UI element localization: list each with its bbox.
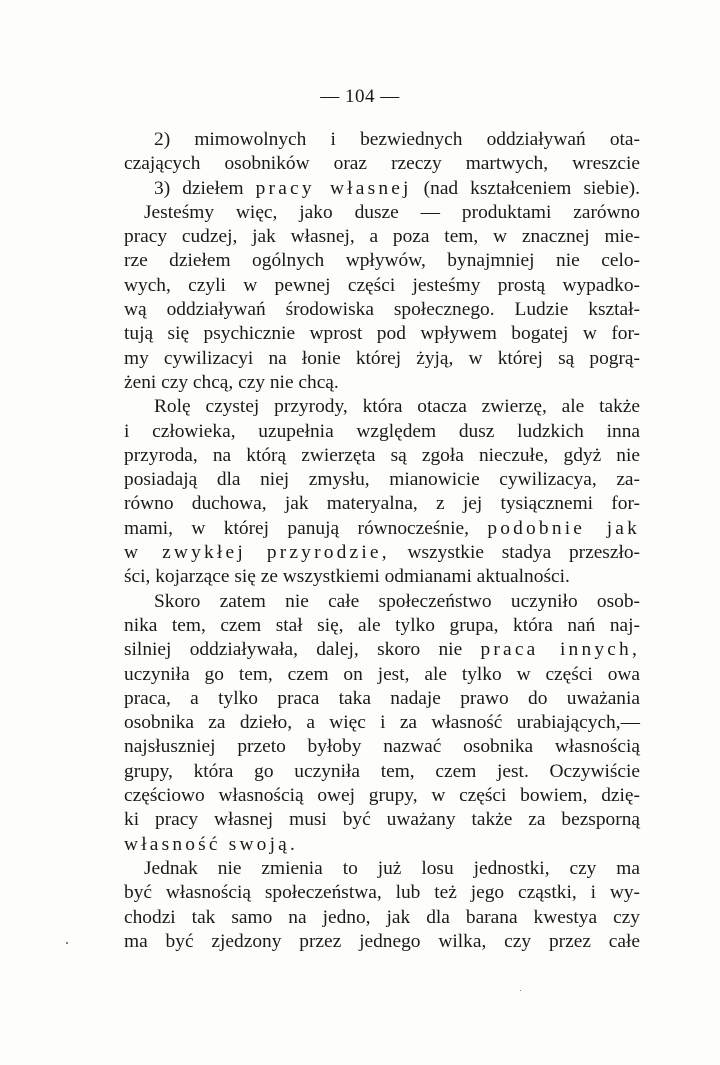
text-line <box>124 735 640 759</box>
text-line <box>124 687 640 711</box>
text-segment: rze dziełem ogólnych wpływów, bynajmniej nie celo- <box>124 250 640 272</box>
text-line <box>124 638 640 662</box>
text-segment: wych, czyli w pewnej części jesteśmy prostą wypadko- <box>124 274 640 296</box>
spaced-emphasis: własność swoją. <box>124 833 299 855</box>
text-segment: silniej oddziaływała, dalej, skoro nie <box>124 639 481 661</box>
text-line <box>124 444 640 468</box>
text-segment: mami, w której panują równocześnie, <box>124 517 488 539</box>
text-segment: my cywilizacyi na łonie której żyją, w której są pogrą- <box>124 347 640 369</box>
text-line <box>124 201 640 225</box>
text-segment: pracy cudzej, jak własnej, a poza tem, w znacznej mie- <box>124 226 640 248</box>
body-text <box>124 128 640 954</box>
text-segment: ści, kojarzące się ze wszystkiemi odmianami aktualności. <box>124 566 570 588</box>
text-segment: tują się psychicznie wprost pod wpływem bogatej w for- <box>124 323 640 345</box>
spaced-emphasis: podobnie jak <box>487 517 640 539</box>
text-segment: chodzi tak samo na jedno, jak dla barana kwestya czy <box>124 906 640 928</box>
text-line <box>124 322 640 346</box>
text-segment: 2) mimowolnych i bezwiednych oddziaływań ota- <box>154 129 640 150</box>
text-segment: Skoro zatem nie całe społeczeństwo uczyniło osob- <box>154 590 640 612</box>
text-line <box>124 541 640 565</box>
text-line <box>124 225 640 249</box>
dust-speck <box>66 942 68 944</box>
text-line <box>124 881 640 905</box>
text-line <box>124 177 640 201</box>
text-line <box>124 347 640 371</box>
text-segment: Jednak nie zmienia to już losu jednostki, czy ma <box>144 857 640 879</box>
text-line <box>124 249 640 273</box>
page-number: — 104 — <box>320 86 400 107</box>
text-line <box>124 906 640 930</box>
text-line <box>124 711 640 735</box>
text-line <box>124 517 640 541</box>
text-line <box>124 784 640 808</box>
spaced-emphasis: pracy własnej <box>255 177 412 199</box>
text-line <box>124 590 640 614</box>
text-line <box>124 468 640 492</box>
text-line <box>124 808 640 832</box>
text-segment: żeni czy chcą, czy nie chcą. <box>124 371 339 393</box>
text-segment: czających osobników oraz rzeczy martwych, wreszcie <box>124 153 640 175</box>
text-line <box>124 371 640 395</box>
text-line <box>124 128 640 152</box>
text-segment: wą oddziaływań środowiska społecznego. Ludzie kształ- <box>124 299 640 321</box>
text-segment: być własnością społeczeństwa, lub też jego cząstki, i wy- <box>124 882 640 904</box>
text-segment: częściowo własnością owej grupy, w części bowiem, dzię- <box>124 785 640 807</box>
text-segment: osobnika za dzieło, a więc i za własność urabiających,— <box>124 712 640 734</box>
text-segment: najsłuszniej przeto byłoby nazwać osobnika własnością <box>124 736 640 758</box>
text-segment: (nad kształceniem siebie). <box>411 177 640 199</box>
text-segment: uczyniła go tem, czem on jest, ale tylko w części owa <box>124 663 640 685</box>
dust-speck <box>520 990 521 991</box>
text-segment: ki pracy własnej musi być uważany także za bezsporną <box>124 809 640 831</box>
text-line <box>124 930 640 954</box>
text-line <box>124 298 640 322</box>
text-segment: nika tem, czem stał się, ale tylko grupa, która nań naj- <box>124 614 640 636</box>
text-line <box>124 857 640 881</box>
text-segment: 3) dziełem <box>154 177 256 199</box>
text-line <box>124 833 640 857</box>
text-line <box>124 395 640 419</box>
text-segment: grupy, która go uczyniła tem, czem jest. Oczywiście <box>124 760 640 782</box>
text-line <box>124 274 640 298</box>
text-segment: posiadają dla niej zmysłu, mianowicie cywilizacya, za- <box>124 469 640 491</box>
text-segment: Rolę czystej przyrody, która otacza zwierzę, ale także <box>154 396 640 418</box>
text-line <box>124 492 640 516</box>
text-line <box>124 565 640 589</box>
text-segment: ma być zjedzony przez jednego wilka, czy przez całe <box>124 930 640 952</box>
text-segment: wszystkie stadya przeszło- <box>389 542 640 564</box>
text-line <box>124 663 640 687</box>
text-segment: przyroda, na którą zwierzęta są zgoła nieczułe, gdyż nie <box>124 444 640 466</box>
text-segment: i człowieka, uzupełnia względem dusz ludzkich inna <box>124 420 640 442</box>
text-segment: Jesteśmy więc, jako dusze — produktami zarówno <box>144 201 640 223</box>
spaced-emphasis: w zwykłej przyrodzie, <box>124 542 390 564</box>
spaced-emphasis: praca innych, <box>480 639 640 661</box>
text-segment: praca, a tylko praca taka nadaje prawo do uważania <box>124 687 640 709</box>
text-segment: równo duchowa, jak materyalna, z jej tysiącznemi for- <box>124 493 640 515</box>
text-line <box>124 614 640 638</box>
text-line <box>124 760 640 784</box>
text-line <box>124 152 640 176</box>
text-line <box>124 420 640 444</box>
